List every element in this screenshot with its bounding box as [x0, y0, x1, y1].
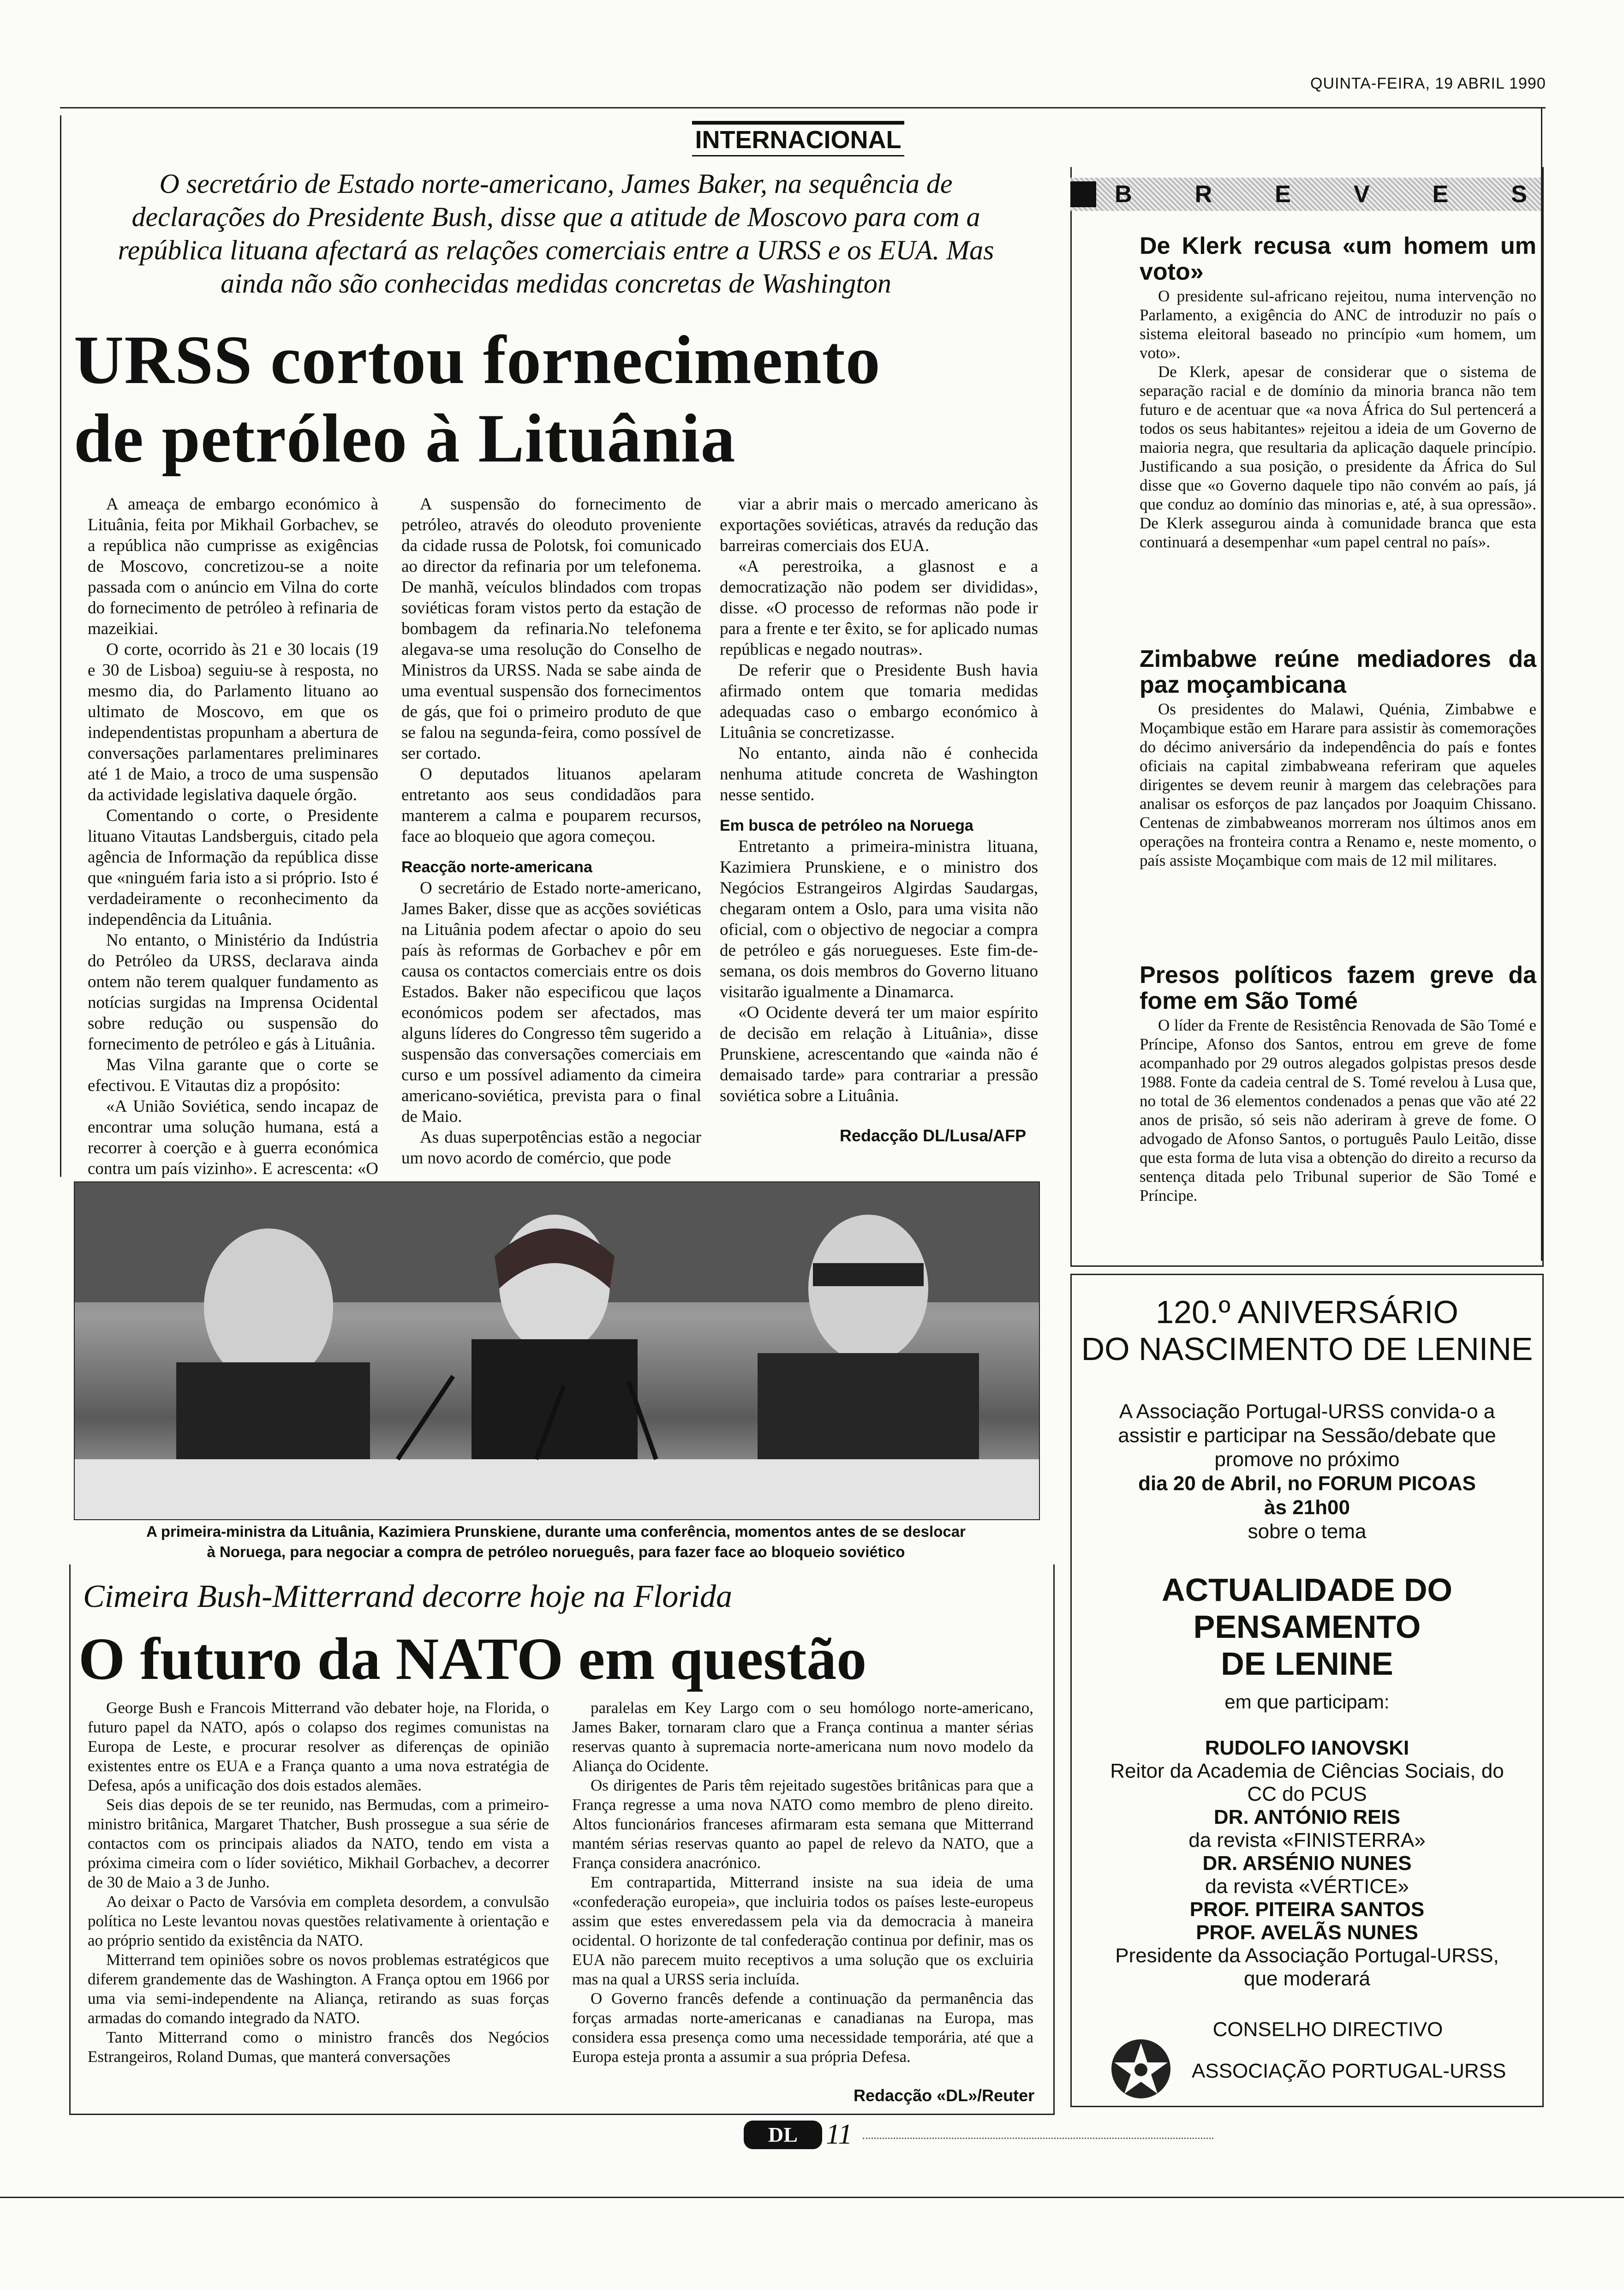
article-paragraph: Mas Vilna garante que o corte se efectivou. E Vitautas diz a propósito:	[88, 1055, 378, 1095]
article-paragraph: Os dirigentes de Paris têm rejeitado sugestões britânicas para que a França regresse a uma nova NATO como membro de pleno direito. Altos funcionários franceses afirmaram esta semana que Mitterrand mantém sérias reservas quanto ao papel de relevo da NATO, que a França considera anacrónico.	[572, 1776, 1033, 1872]
breves-letter: R	[1194, 181, 1212, 208]
article-subhead: Reacção norte-americana	[401, 858, 592, 876]
nato-kicker: Cimeira Bush-Mitterrand decorre hoje na Florida	[83, 1579, 732, 1614]
breves-letter: E	[1432, 181, 1449, 208]
main-column-1	[88, 494, 378, 1200]
top-rule	[60, 107, 1546, 108]
ad-p5-role-1: Presidente da Associação Portugal-URSS,	[1115, 1944, 1499, 1967]
section-label: INTERNACIONAL	[692, 121, 904, 156]
ad-p1-name: RUDOLFO IANOVSKI	[1205, 1737, 1409, 1759]
breves-item-2	[1140, 646, 1536, 870]
article-paragraph: Entretanto a primeira-ministra lituana, Kazimiera Prunskiene, e o ministro dos Negócios Estrangeiros Algirdas Saudargas, chegaram ontem a Oslo, para uma visita não oficial, com o objectivo de negociar a compra de petróleo e gás noruegueses. Este fim-de-semana, os dois membros do Governo lituano visitarão igualmente a Dinamarca.	[720, 837, 1038, 1001]
breves-item-1	[1140, 233, 1536, 551]
footer-logo-text: DL	[768, 2123, 798, 2146]
article-paragraph: Seis dias depois de se ter reunido, nas Bermudas, com a primeiro-ministro britânica, Margaret Thatcher, Bush prossegue a sua série de contactos com os principais aliados da NATO, tendo em vista a próxima cimeira com o líder soviético, Mikhail Gorbachev, a decorrer de 30 de Maio a 3 de Junho.	[88, 1796, 549, 1891]
breves-letter: S	[1511, 181, 1527, 208]
ad-invite-2: assistir e participar na Sessão/debate que	[1118, 1424, 1496, 1447]
breves-header	[1070, 178, 1541, 211]
article-paragraph: O Governo francês defende a continuação da permanência das forças armadas norte-americanas e canadianas na Europa, mas considera essa presença como uma necessidade temporária, até que a Europa esteja pronta a assumir a sua própria Defesa.	[572, 1989, 1033, 2066]
ad-theme-1: ACTUALIDADE DO PENSAMENTO	[1162, 1572, 1452, 1645]
nato-headline: O futuro da NATO em questão	[78, 1626, 867, 1692]
photo-caption-2: à Noruega, para negociar a compra de petróleo norueguês, para fazer face ao bloqueio soviético	[207, 1543, 905, 1560]
ad-participants-intro: em que participam:	[1224, 1691, 1390, 1713]
article-paragraph: O secretário de Estado norte-americano, James Baker, disse que as acções soviéticas na Lituânia podem afectar o apoio do seu país às reformas de Gorbachev e pôr em causa os contactos comerciais entre os dois Estados. Baker não especificou que laços económicos podem ser afectados, mas alguns líderes do Congresso têm sugerido a suspensão das conversações comerciais em curso e um possível adiamento da cimeira americano-soviética, prevista para o final de Maio.	[401, 879, 701, 1126]
main-column-3	[720, 494, 1038, 1106]
ad-org-1: CONSELHO DIRECTIVO	[1212, 2018, 1443, 2041]
article-paragraph: A suspensão do fornecimento de petróleo, através do oleoduto proveniente da cidade russa de Polotsk, foi comunicado ao director da refinaria por um telefonema. De manhã, veículos blindados com tropas soviéticas foram vistos perto da estação de bombagem da refinaria.No telefonema alegava-se uma resolução do Conselho de Ministros da URSS. Nada se sabe ainda de uma eventual suspensão dos fornecimentos de gás, que foi o primeiro produto de que se falou na segunda-feira, como possível de ser cortado.	[401, 495, 701, 763]
association-emblem-icon	[1109, 2037, 1173, 2101]
ad-invite-1: A Associação Portugal-URSS convida-o a	[1119, 1400, 1495, 1423]
ad-p5-name: PROF. AVELÃS NUNES	[1196, 1921, 1418, 1944]
photo-illustration	[75, 1182, 1039, 1519]
article-paragraph: De referir que o Presidente Bush havia afirmado ontem que tomaria medidas adequadas caso o embargo económico à Lituânia se concretizasse.	[720, 661, 1038, 742]
breves-header-letters	[1096, 180, 1541, 208]
breves-letter: E	[1275, 181, 1291, 208]
nato-column-2	[572, 1698, 1033, 2067]
article-paragraph: O deputados lituanos apelaram entretanto aos seus condidadãos para manterem a calma e pouparem recursos, face ao bloqueio que agora começou.	[401, 765, 701, 846]
footer-dotted-rule	[863, 2138, 1213, 2139]
article-paragraph: O corte, ocorrido às 21 e 30 locais (19 e 30 de Lisboa) seguiu-se à resposta, no mesmo dia, do Parlamento lituano ao ultimato de Moscovo, em que os independentistas propunham a abertura de conversações parlamentares preliminares até 1 de Maio, a troco de uma suspensão da actividade legislativa daquele órgão.	[88, 640, 378, 804]
ad-p3-role: da revista «VÉRTICE»	[1205, 1875, 1409, 1898]
article-paragraph: No entanto, ainda não é conhecida nenhuma atitude concreta de Washington nesse sentido.	[720, 744, 1038, 804]
brief-paragraph: O presidente sul-africano rejeitou, numa intervenção no Parlamento, a exigência do ANC de introduzir no país o sistema eleitoral baseado no princípio «um homem, um voto».	[1140, 287, 1536, 362]
main-lead: O secretário de Estado norte-americano, James Baker, na sequência de declarações do Presidente Bush, disse que a atitude de Moscovo para com a república lituana afectará as relações comerciais entre a URSS e os EUA. Mas ainda não são conhecidas medidas concretas de Washington	[118, 168, 994, 299]
main-column-2	[401, 494, 701, 1168]
ad-title-2: DO NASCIMENTO DE LENINE	[1081, 1331, 1533, 1367]
article-paragraph: «A União Soviética, sendo incapaz de encontrar uma solução humana, está a recorrer à coerção e à guerra económica contra um país vizinho». E acrescenta: «O	[88, 1097, 378, 1178]
article-paragraph: «O Ocidente deverá ter um maior espírito de decisão em relação à Lituânia», disse Prunskiene, acrescentando que «ainda não é demaisado tarde» para contrariar a pressão soviética sobre a Lituânia.	[720, 1003, 1038, 1105]
article-paragraph: paralelas em Key Largo com o seu homólogo norte-americano, James Baker, tornaram claro que a França continua a manter sérias reservas quanto à supremacia norte-americana num novo modelo da Aliança do Ocidente.	[572, 1699, 1033, 1775]
lenine-ad	[1070, 1274, 1544, 2107]
article-paragraph: «A perestroika, a glasnost e a democratização não podem ser divididas», disse. «O processo de reformas não pode ir para a frente e ter êxito, se for aplicado numas repúblicas e negado noutras».	[720, 557, 1038, 659]
ad-p1-role-1: Reitor da Academia de Ciências Sociais, do	[1110, 1760, 1504, 1782]
breves-header-square	[1070, 181, 1096, 207]
ad-theme-intro: sobre o tema	[1248, 1520, 1367, 1543]
main-credit: Redacção DL/Lusa/AFP	[840, 1126, 1027, 1145]
brief-paragraph: Os presidentes do Malawi, Quénia, Zimbabwe e Moçambique estão em Harare para assistir às comemorações do décimo aniversário da independência do país e fontes oficiais na capital zimbabweana referiram que aqueles dirigentes se devem reunir à margem das celebrações para analisar os esforços de paz lançados por Joaquim Chissano. Centenas de zimbabweanos morreram nos últimos anos em operações na fronteira contra a Renamo e, neste momento, o país assiste Moçambique com mais de 12 mil militares.	[1140, 700, 1536, 869]
article-subhead: Em busca de petróleo na Noruega	[720, 817, 973, 834]
ad-when-1: dia 20 de Abril, no FORUM PICOAS	[1138, 1472, 1476, 1495]
article-paragraph: As duas superpotências estão a negociar um novo acordo de comércio, que pode	[401, 1128, 701, 1168]
article-paragraph: Tanto Mitterrand como o ministro francês dos Negócios Estrangeiros, Roland Dumas, que manterá conversações	[88, 2028, 549, 2066]
bottom-margin-rule	[0, 2197, 1624, 2198]
ad-p4-name: PROF. PITEIRA SANTOS	[1189, 1898, 1425, 1921]
article-paragraph: Mitterrand tem opiniões sobre os novos problemas estratégicos que diferem grandemente das de Washington. A França optou em 1966 por uma via semi-independente na Aliança, retirando as suas forças armadas do comando integrado da NATO.	[88, 1951, 549, 2027]
ad-theme-2: DE LENINE	[1221, 1646, 1393, 1682]
article-paragraph: A ameaça de embargo económico à Lituânia, feita por Mikhail Gorbachev, se a república não cumprisse as exigências de Moscovo, concretizou-se a noite passada com o anúncio em Vilna do corte do fornecimento de petróleo à refinaria de mazeikiai.	[88, 495, 378, 638]
ad-when-2: às 21h00	[1264, 1496, 1350, 1519]
ad-title-1: 120.º ANIVERSÁRIO	[1156, 1294, 1458, 1330]
article-paragraph: Comentando o corte, o Presidente lituano Vitautas Landsberguis, citado pela agência de Informação da república disse que «ninguém faria isto a si próprio. Isto é verdadeiramente o reconhecimento da independência da Lituânia.	[88, 806, 378, 929]
article-paragraph: Em contrapartida, Mitterrand insiste na sua ideia de uma «confederação europeia», que incluiria todos os países leste-europeus assim que estes enveredassem pela via da democracia à maneira ocidental. O horizonte de tal confederação continua por definir, mas os EUA não parecem muito receptivos a uma solução que os excluiria mas na qual a URSS seria incluída.	[572, 1873, 1033, 1988]
ad-invite-3: promove no próximo	[1214, 1448, 1400, 1471]
article-paragraph: No entanto, o Ministério da Indústria do Petróleo da URSS, declarava ainda ontem não terem qualquer fundamento as notícias surgidas na Imprensa Ocidental sobre redução ou suspensão do fornecimento de petróleo e gás à Lituânia.	[88, 931, 378, 1054]
brief-paragraph: De Klerk, apesar de considerar que o sistema de separação racial e de domínio da minoria branca não tem futuro e de acentuar que «a nova África do Sul pertencerá a todos os seus habitantes» rejeitou a ideia de um Governo de maioria negra, que resultaria da aplicação daquele princípio. Justificando a sua posição, o presidente da África do Sul disse que «o Governo daquele tipo não convém ao país, já que conduz ao domínio das minorias e, até, à sua opressão». De Klerk assegurou ainda à comunidade branca que esta continuará a desempenhar «um papel central no país».	[1140, 363, 1536, 551]
nato-credit: Redacção «DL»/Reuter	[854, 2086, 1035, 2105]
breves-letter: V	[1353, 181, 1370, 208]
article-paragraph: George Bush e Francois Mitterrand vão debater hoje, na Florida, o futuro papel da NATO, após o colapso dos regimes comunistas na Europa de Leste, e procurar resolver as diferenças de opinião existentes entre os EUA e a França quanto a uma nova estratégia de Defesa, após a unificação dos dois estados alemães.	[88, 1699, 549, 1794]
ad-org-2: ASSOCIAÇÃO PORTUGAL-URSS	[1192, 2060, 1506, 2082]
press-photo	[74, 1181, 1040, 1520]
main-headline-1: URSS cortou fornecimento	[74, 322, 881, 398]
ad-p2-name: DR. ANTÓNIO REIS	[1213, 1806, 1401, 1828]
article-paragraph: viar a abrir mais o mercado americano às exportações soviéticas, através da redução das barreiras comerciais dos EUA.	[720, 495, 1038, 555]
brief-title: De Klerk recusa «um homem um voto»	[1140, 233, 1536, 285]
main-headline-2: de petróleo à Lituânia	[74, 400, 736, 477]
breves-item-3	[1140, 962, 1536, 1205]
ad-p2-role: da revista «FINISTERRA»	[1188, 1829, 1426, 1852]
ad-p3-name: DR. ARSÉNIO NUNES	[1202, 1852, 1412, 1875]
ad-p5-role-2: que moderará	[1244, 1967, 1370, 1990]
date-line: QUINTA-FEIRA, 19 ABRIL 1990	[1310, 75, 1546, 92]
photo-caption-1: A primeira-ministra da Lituânia, Kazimiera Prunskiene, durante uma conferência, momentos antes de se deslocar	[146, 1523, 966, 1540]
page-number: 11	[826, 2119, 853, 2150]
brief-title: Presos políticos fazem greve da fome em São Tomé	[1140, 962, 1536, 1014]
nato-column-1	[88, 1698, 549, 2067]
article-paragraph: Ao deixar o Pacto de Varsóvia em completa desordem, a convulsão política no Leste levantou novas questões relativamente à orientação e ao próprio sentido da existência da NATO.	[88, 1893, 549, 1949]
breves-letter: B	[1115, 181, 1132, 208]
ad-p1-role-2: CC do PCUS	[1247, 1783, 1367, 1805]
brief-paragraph: O líder da Frente de Resistência Renovada de São Tomé e Príncipe, Afonso dos Santos, entrou em greve de fome acompanhado por 29 outros alegados golpistas presos desde 1988. Fonte da cadeia central de S. Tomé revelou à Lusa que, no total de 36 elementos condenados a penas que vão até 22 anos de prisão, só seis não aderiram à greve de fome. O advogado de Afonso Santos, o português Paulo Leitão, disse que esta forma de luta visa a obtenção do direito a recurso da sentença ditada pelo Tribunal superior de São Tomé e Príncipe.	[1140, 1016, 1536, 1204]
footer-logo	[744, 2121, 822, 2149]
brief-title: Zimbabwe reúne mediadores da paz moçambicana	[1140, 646, 1536, 698]
